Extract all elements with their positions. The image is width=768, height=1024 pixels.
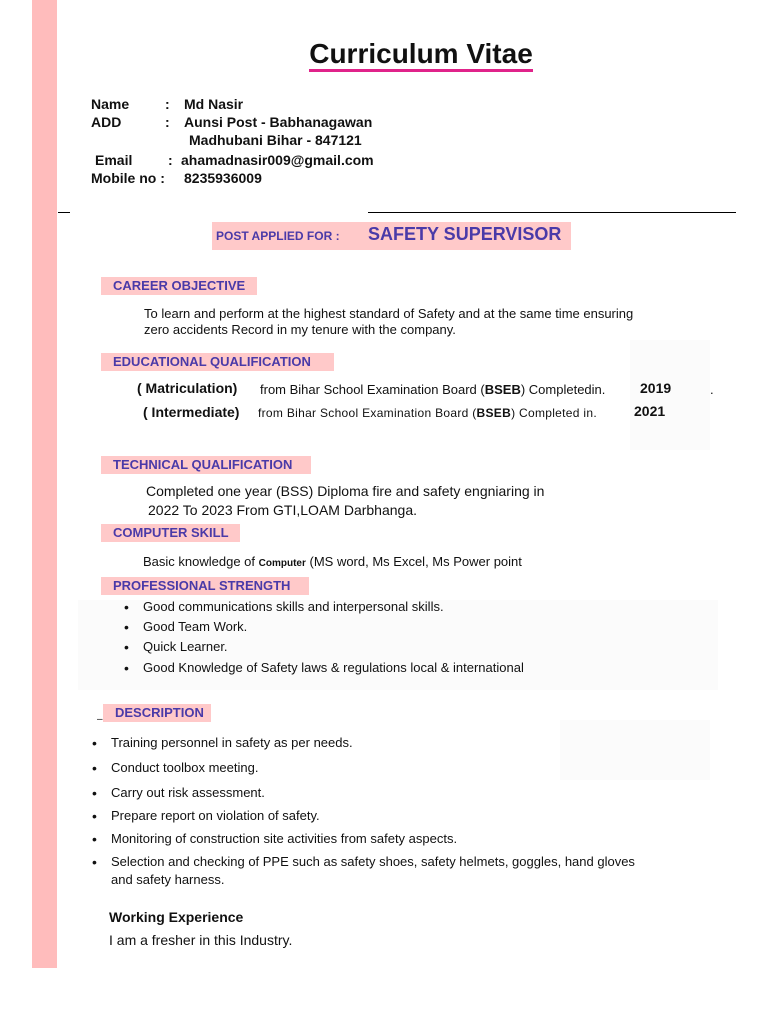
trailing-period: . [710, 382, 714, 397]
education-year: 2019 [640, 380, 672, 396]
mobile-value: 8235936009 [184, 170, 262, 186]
section-heading-education: EDUCATIONAL QUALIFICATION [101, 353, 334, 371]
post-applied-value: SAFETY SUPERVISOR [368, 224, 562, 244]
education-text: from Bihar School Examination Board ( [260, 382, 485, 397]
description-item-continued: and safety harness. [111, 872, 225, 887]
email-value: ahamadnasir009@gmail.com [181, 152, 374, 168]
bullet-icon: • [124, 639, 129, 655]
mobile-label: Mobile no : [91, 170, 165, 186]
strength-item [124, 660, 524, 676]
description-item [92, 831, 458, 847]
description-item [92, 735, 353, 751]
bullet-icon: • [124, 660, 129, 676]
bullet-icon: • [92, 831, 97, 847]
education-row [260, 382, 605, 397]
address-line-2: Madhubani Bihar - 847121 [189, 132, 362, 148]
education-text: ) Completed in [511, 406, 594, 420]
divider-line [58, 212, 70, 213]
colon: : [168, 152, 173, 168]
description-text: Selection and checking of PPE such as safety shoes, safety helmets, goggles, hand gloves [111, 854, 635, 869]
faint-background-block [560, 720, 710, 780]
strength-text: Good Team Work. [143, 619, 248, 634]
education-board: BSEB [484, 382, 521, 397]
working-experience-heading: Working Experience [109, 909, 244, 925]
section-heading-strength: PROFESSIONAL STRENGTH [101, 577, 309, 595]
education-year: 2021 [634, 403, 666, 419]
education-row [258, 406, 597, 420]
bullet-icon: • [92, 854, 97, 870]
post-applied-label: POST APPLIED FOR : [216, 229, 340, 243]
education-level: ( Matriculation) [137, 380, 238, 396]
name-value: Md Nasir [184, 96, 244, 112]
section-heading-description: DESCRIPTION [103, 704, 211, 722]
bullet-icon: • [92, 735, 97, 751]
bullet-icon: • [92, 760, 97, 776]
address-line-1: Aunsi Post - Babhanagawan [184, 114, 373, 130]
career-objective-line: To learn and perform at the highest standard of Safety and at the same time ensuring [144, 306, 634, 321]
education-level: ( Intermediate) [143, 404, 240, 420]
divider-line [368, 212, 736, 213]
computer-text: (MS word, Ms Excel, Ms Power point [309, 554, 522, 569]
name-label: Name [91, 96, 130, 112]
description-item [92, 808, 320, 824]
bullet-icon: • [92, 808, 97, 824]
strength-text: Good communications skills and interpersonal skills. [143, 599, 444, 614]
strength-text: Good Knowledge of Safety laws & regulations local & international [143, 660, 524, 675]
description-text: Training personnel in safety as per needs. [111, 735, 353, 750]
colon: : [165, 96, 170, 112]
left-accent-bar [32, 0, 57, 968]
section-heading-technical: TECHNICAL QUALIFICATION [101, 456, 311, 474]
description-text: Conduct toolbox meeting. [111, 760, 259, 775]
page-title: Curriculum Vitae [0, 38, 768, 70]
bullet-icon: • [124, 619, 129, 635]
description-text: Carry out risk assessment. [111, 785, 265, 800]
career-objective-line: zero accidents Record in my tenure with the company. [144, 322, 456, 337]
section-heading-computer: COMPUTER SKILL [101, 524, 240, 542]
computer-skill-text [143, 554, 522, 569]
education-in: . [593, 406, 597, 420]
education-text: ) Completed [520, 382, 592, 397]
bullet-icon: • [92, 785, 97, 801]
education-in: in. [591, 382, 606, 397]
technical-line: 2022 To 2023 From GTI,LOAM Darbhanga. [148, 502, 417, 518]
description-item [92, 854, 635, 870]
email-label: Email [95, 152, 133, 168]
strength-item [124, 599, 444, 615]
strength-item [124, 619, 248, 635]
description-item [92, 760, 259, 776]
computer-text: Basic knowledge of [143, 554, 256, 569]
technical-line: Completed one year (BSS) Diploma fire and safety engniaring in [146, 483, 545, 499]
strength-text: Quick Learner. [143, 639, 228, 654]
description-item [92, 785, 265, 801]
bullet-icon: • [124, 599, 129, 615]
stray-dash: – [97, 714, 103, 725]
computer-text-small: Computer [258, 558, 306, 569]
education-text: from Bihar School Examination Board ( [258, 406, 477, 420]
section-heading-career-objective: CAREER OBJECTIVE [101, 277, 257, 295]
colon: : [165, 114, 170, 130]
description-text: Monitoring of construction site activities from safety aspects. [111, 831, 458, 846]
working-experience-text: I am a fresher in this Industry. [109, 932, 293, 948]
education-board: BSEB [476, 406, 512, 420]
address-label: ADD [91, 114, 122, 130]
strength-item [124, 639, 228, 655]
description-text: Prepare report on violation of safety. [111, 808, 320, 823]
